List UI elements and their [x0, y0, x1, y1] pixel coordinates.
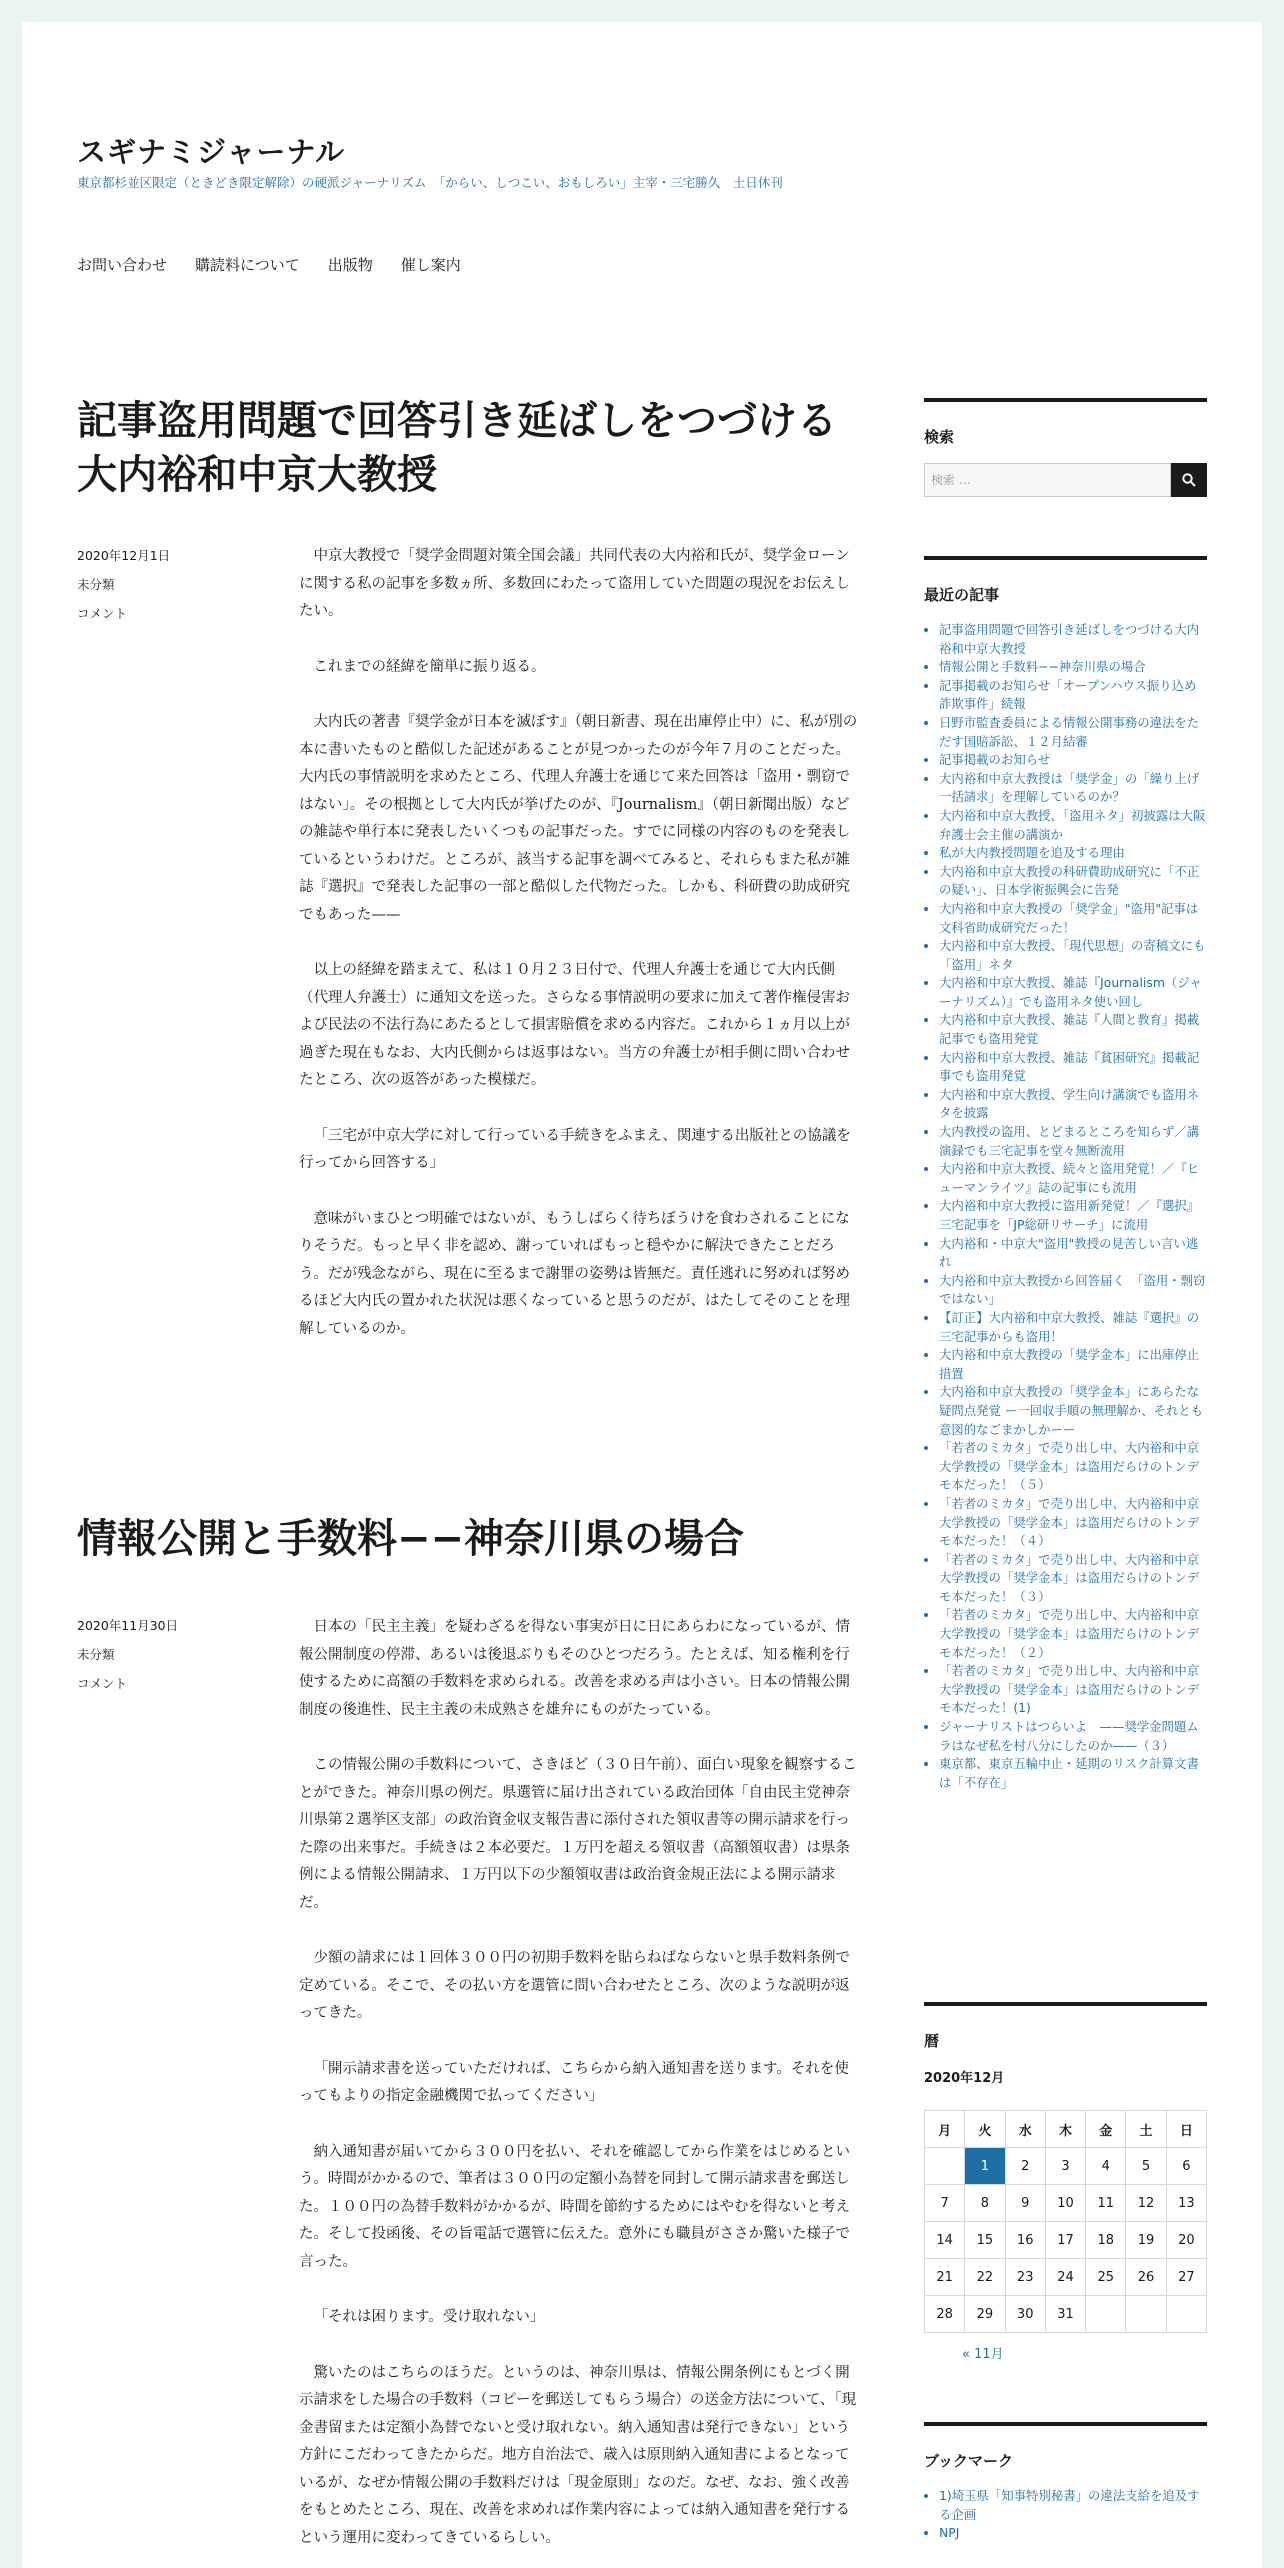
search-widget — [924, 398, 1207, 497]
post-paragraph: 大内氏の著書『奨学金が日本を滅ぼす』（朝日新書、現在出庫停止中）に、私が別の本に書いたものと酷似した記述があることが見つかったのが今年７月のことだった。大内氏の事情説明を求めたところ、代理人弁護士を通じて来た回答は「盗用・剽窃ではない」。その根拠として大内氏が挙げたのが、『Journalism』（朝日新聞出版）などの雑誌や単行本に発表したいくつもの記事だった。すでに同様の内容のものを発表しているというわけだ。ところが、該当する記事を調べてみると、それらもまた私が雑誌『選択』で発表した記事の一部と酷似した代物だった。しかも、科研費の助成研究でもあった—— — [299, 714, 858, 923]
recent-post-link[interactable]: • 大内裕和中京大教授の「奨学金本」に出庫停止措置 — [939, 1346, 1207, 1383]
calendar-empty-cell — [925, 2148, 965, 2185]
recent-post-link[interactable]: • 大内裕和中京大教授、「現代思想」の寄稿文にも「盗用」ネタ — [939, 937, 1207, 974]
widget-title: ブックマーク — [924, 2452, 1013, 2470]
post-paragraph: 「それは困ります。受け取れない」 — [313, 2309, 545, 2325]
post-paragraph: 納入通知書が届いてから３００円を払い、それを確認してから作業をはじめるという。時間がかかるので、筆者は３００円の定額小為替を同封して開示請求書を郵送した。１００円の為替手数料がかかるが、時間を節約するためにはやむを得ないと考えた。そして投函後、その旨電話で選管に伝えた。意外にも職員がささか驚いた様子で言った。 — [299, 2143, 850, 2270]
recent-post-link[interactable]: • 大内裕和・中京大"盗用"教授の見苦しい言い逃れ — [939, 1235, 1207, 1272]
post-paragraph: 日本の「民主主義」を疑わざるを得ない事実が日に日にあらわになっているが、情報公開制度の停滞、あるいは後退ぶりもそのひとつだろう。たとえば、知る権利を行使するために高額の手数料を求められる。改善を求める声は小さい。日本の情報公開制度の後進性、民主主義の未成熟さを雄弁にものがたっている。 — [299, 1619, 850, 1718]
nav-contact[interactable]: お問い合わせ — [77, 256, 168, 274]
post-meta — [77, 542, 170, 628]
calendar-day[interactable]: 1 — [965, 2148, 1005, 2185]
calendar-day: 6 — [1166, 2148, 1206, 2185]
post-paragraph: これまでの経緯を簡単に振り返る。 — [313, 658, 546, 675]
site-title[interactable]: スギナミジャーナル — [77, 135, 345, 169]
calendar-day: 26 — [1126, 2259, 1166, 2296]
calendar-day: 4 — [1086, 2148, 1126, 2185]
calendar-day: 8 — [965, 2185, 1005, 2222]
calendar-day: 29 — [965, 2296, 1005, 2333]
post-paragraph: 「開示請求書を送っていただければ、こちらから納入通知書を送ります。それを使ってもよりの指定金融機関で払ってください」 — [299, 2060, 849, 2104]
post-date[interactable]: 2020年11月30日 — [77, 1618, 179, 1633]
recent-post-link[interactable]: • 大内裕和中京大教授、雑誌『貧困研究』掲載記事でも盗用発覚 — [939, 1049, 1207, 1086]
recent-post-link[interactable]: • 大内裕和中京大教授の科研費助成研究に「不正の疑い」、日本学術振興会に告発 — [939, 863, 1207, 900]
calendar-weekday: 日 — [1166, 2111, 1206, 2148]
calendar-widget — [924, 2002, 1207, 2362]
calendar-table — [924, 2110, 1207, 2333]
calendar-empty-cell — [1126, 2296, 1166, 2333]
nav-events[interactable]: 催し案内 — [400, 256, 461, 274]
recent-post-link[interactable]: • 大内裕和中京大教授、学生向け講演でも盗用ネタを披露 — [939, 1086, 1207, 1123]
post-category[interactable]: 未分類 — [77, 1646, 115, 1662]
recent-posts-widget — [924, 556, 1207, 1792]
post-title[interactable] — [77, 394, 867, 502]
calendar-day: 28 — [925, 2296, 965, 2333]
calendar-week — [925, 2222, 1207, 2259]
recent-post-link[interactable]: • 「若者のミカタ」で売り出し中、大内裕和中京大学教授の「奨学金本」は盗用だらけのトンデモ本だった！(1) — [939, 1662, 1207, 1718]
calendar-week — [925, 2148, 1207, 2185]
calendar-weekday: 月 — [925, 2111, 965, 2148]
recent-post-link[interactable]: • 大内裕和中京大教授、「盗用ネタ」初披露は大阪弁護士会主催の講演か — [939, 807, 1207, 844]
calendar-day: 10 — [1045, 2185, 1085, 2222]
calendar-day: 16 — [1005, 2222, 1045, 2259]
calendar-day: 21 — [925, 2259, 965, 2296]
search-button[interactable] — [1171, 463, 1207, 497]
post-title-line[interactable]: 情報公開と手数料−−神奈川県の場合 — [77, 1516, 745, 1562]
post-meta — [77, 1612, 178, 1698]
calendar-day: 31 — [1045, 2296, 1085, 2333]
post-comment-link[interactable]: コメント — [77, 605, 128, 621]
recent-post-link[interactable]: • 記事掲載のお知らせ — [939, 751, 1207, 770]
recent-post-link[interactable]: • 日野市監査委員による情報公開事務の違法をただす国賠訴訟、１２月結審 — [939, 714, 1207, 751]
calendar-day: 23 — [1005, 2259, 1045, 2296]
recent-post-link[interactable]: • 東京都、東京五輪中止・延期のリスク計算文書は「不存在」 — [939, 1755, 1207, 1792]
post-paragraph: 「三宅が中京大学に対して行っている手続きをふまえ、関連する出版社との協議を行ってから回答する」 — [299, 1127, 851, 1171]
recent-post-link[interactable]: • 記事盗用問題で回答引き延ばしをつづける大内裕和中京大教授 — [939, 621, 1207, 658]
recent-post-link[interactable]: • 大内教授の盗用、とどまるところを知らず／講演録でも三宅記事を堂々無断流用 — [939, 1123, 1207, 1160]
calendar-day: 13 — [1166, 2185, 1206, 2222]
post-date[interactable]: 2020年12月1日 — [77, 548, 171, 563]
calendar-day: 20 — [1166, 2222, 1206, 2259]
recent-post-link[interactable]: • 大内裕和中京大教授から回答届く 「盗用・剽窃ではない」 — [939, 1272, 1207, 1309]
widget-title: 最近の記事 — [924, 586, 1000, 604]
widget-title: 検索 — [924, 428, 955, 446]
recent-post-link[interactable]: • 大内裕和中京大教授の「奨学金本」にあらたな疑問点発覚 ー一回収手順の無理解か、それとも意図的なごまかしかーー — [939, 1383, 1207, 1439]
search-input[interactable]: 検索 … — [924, 463, 1171, 497]
recent-post-link[interactable]: • 「若者のミカタ」で売り出し中、大内裕和中京大学教授の「奨学金本」は盗用だらけのトンデモ本だった！（４） — [939, 1495, 1207, 1551]
recent-post-link[interactable]: • 大内裕和中京大教授、雑誌『Journalism（ジャーナリズム）』でも盗用ネタ使い回し — [939, 974, 1207, 1011]
recent-post-link[interactable]: • 大内裕和中京大教授、雑誌『人間と教育』掲載記事でも盗用発覚 — [939, 1011, 1207, 1048]
post-paragraph: 以上の経緯を踏まえて、私は１０月２３日付で、代理人弁護士を通じて大内氏側（代理人弁護士）に通知文を送った。さらなる事情説明の要求に加えて著作権侵害および民法の不法行為にあたるとして損害賠償を求める内容だ。これから１ヵ月以上が過ぎた現在もなお、大内氏側からは返事はない。当方の弁護士が相手側に問い合わせたところ、次の返答があった模様だ。 — [299, 962, 850, 1088]
nav-publications[interactable]: 出版物 — [327, 256, 373, 274]
recent-post-link[interactable]: • 大内裕和中京大教授の「奨学金」"盗用"記事は文科省助成研究だった！ — [939, 900, 1207, 937]
search-icon — [1182, 473, 1196, 487]
calendar-day: 12 — [1126, 2185, 1166, 2222]
site-description: 東京都杉並区限定（ときどき限定解除）の硬派ジャーナリズム 「からい、しつこい、おもしろい」主宰・三宅勝久 土日休刊 — [77, 175, 783, 190]
bookmarks-list — [924, 2487, 1207, 2543]
main-nav — [77, 254, 461, 275]
post-paragraph: 少額の請求には１回体３００円の初期手数料を貼らねばならないと県手数料条例で定めている。そこで、その払い方を選管に問い合わせたところ、次のような説明が返ってきた。 — [299, 1950, 850, 2021]
calendar-day: 7 — [925, 2185, 965, 2222]
calendar-day: 22 — [965, 2259, 1005, 2296]
post-title[interactable] — [77, 1512, 867, 1566]
calendar-day: 25 — [1086, 2259, 1126, 2296]
calendar-day: 9 — [1005, 2185, 1045, 2222]
post-body — [299, 1614, 861, 2568]
calendar-weekday: 木 — [1045, 2111, 1085, 2148]
calendar-day: 11 — [1086, 2185, 1126, 2222]
bookmark-link[interactable]: • 1)埼玉県「知事特別秘書」の違法支給を追及する企画 — [939, 2487, 1207, 2524]
recent-post-link[interactable]: • 大内裕和中京大教授に盗用新発覚！／『選択』三宅記事を「JP総研リサーチ」に流用 — [939, 1197, 1207, 1234]
calendar-weekday: 火 — [965, 2111, 1005, 2148]
post-paragraph: 中京大教授で「奨学金問題対策全国会議」共同代表の大内裕和氏が、奨学金ローンに関する私の記事を多数ヵ所、多数回にわたって盗用していた問題の現況をお伝えしたい。 — [299, 548, 850, 619]
calendar-empty-cell — [1166, 2296, 1206, 2333]
calendar-day: 17 — [1045, 2222, 1085, 2259]
calendar-day: 27 — [1166, 2259, 1206, 2296]
recent-post-link[interactable]: • 大内裕和中京大教授、続々と盗用発覚！／『ヒューマンライツ』誌の記事にも流用 — [939, 1160, 1207, 1197]
post-paragraph: 意味がいまひとつ明確ではないが、もうしばらく待ちぼうけを食わされることになりそうだ。もっと早く非を認め、謝っていればもっと穏やかに解決できたことだろう。だが残念ながら、現在に至るまで謝罪の姿勢は皆無だ。責任逃れに努めれば努めるほど大内氏の置かれた状況は悪くなっていると思うのだが、はたしてそのことを理解しているのか。 — [299, 1210, 850, 1337]
recent-post-link[interactable]: • 【訂正】大内裕和中京大教授、雑誌『選択』の三宅記事からも盗用！ — [939, 1309, 1207, 1346]
post-category[interactable]: 未分類 — [77, 576, 115, 592]
calendar-day: 3 — [1045, 2148, 1085, 2185]
recent-posts-list — [924, 621, 1207, 1792]
recent-post-link[interactable]: • 大内裕和中京大教授は「奨学金」の「繰り上げ一括請求」を理解しているのか？ — [939, 770, 1207, 807]
calendar-prev-month-link[interactable]: « 11月 — [962, 2347, 1004, 2362]
calendar-week — [925, 2259, 1207, 2296]
recent-post-link[interactable]: • 「若者のミカタ」で売り出し中、大内裕和中京大学教授の「奨学金本」は盗用だらけのトンデモ本だった！（２） — [939, 1606, 1207, 1662]
recent-post-link[interactable]: • 記事掲載のお知らせ「オープンハウス振り込め詐欺事件」続報 — [939, 677, 1207, 714]
post-paragraph: この情報公開の手数料について、さきほど（３０日午前）、面白い現象を観察することができた。神奈川県の例だ。県選管に届け出されている政治団体「自由民主党神奈川県第２選挙区支部」の政治資金収支報告書に添付された領収書等の開示請求を行った際の出来事だ。手続きは２本必要だ。１万円を超える領収書（高額領収書）は県条例による情報公開請求、１万円以下の少額領収書は政治資金規正法による開示請求だ。 — [299, 1757, 857, 1911]
calendar-week — [925, 2296, 1207, 2333]
calendar-weekday: 土 — [1126, 2111, 1166, 2148]
calendar-weekday: 水 — [1005, 2111, 1045, 2148]
post-comment-link[interactable]: コメント — [77, 1675, 128, 1691]
nav-subscription[interactable]: 購読料について — [195, 256, 300, 274]
recent-post-link[interactable]: • 「若者のミカタ」で売り出し中、大内裕和中京大学教授の「奨学金本」は盗用だらけのトンデモ本だった！（３） — [939, 1551, 1207, 1607]
calendar-empty-cell — [1086, 2296, 1126, 2333]
recent-post-link[interactable]: • ジャーナリストはつらいよ ——奨学金問題ムラはなぜ私を村八分にしたのか——（３） — [939, 1718, 1207, 1755]
calendar-day: 14 — [925, 2222, 965, 2259]
calendar-day: 15 — [965, 2222, 1005, 2259]
calendar-week — [925, 2185, 1207, 2222]
calendar-day: 19 — [1126, 2222, 1166, 2259]
search-form — [924, 463, 1207, 497]
calendar-day: 24 — [1045, 2259, 1085, 2296]
bookmark-link[interactable]: • NPJ — [939, 2524, 1207, 2543]
calendar-day: 5 — [1126, 2148, 1166, 2185]
post-title-line[interactable]: 大内裕和中京大教授 — [77, 452, 437, 498]
post-title-line[interactable]: 記事盗用問題で回答引き延ばしをつづける — [77, 398, 837, 444]
calendar-day: 18 — [1086, 2222, 1126, 2259]
calendar-weekday: 金 — [1086, 2111, 1126, 2148]
calendar-caption: 2020年12月 — [924, 2071, 1005, 2086]
recent-post-link[interactable]: • 私が大内教授問題を追及する理由 — [939, 844, 1207, 863]
recent-post-link[interactable]: • 情報公開と手数料−−神奈川県の場合 — [939, 658, 1207, 677]
bookmarks-widget — [924, 2422, 1207, 2543]
calendar-day: 30 — [1005, 2296, 1045, 2333]
recent-post-link[interactable]: • 「若者のミカタ」で売り出し中、大内裕和中京大学教授の「奨学金本」は盗用だらけのトンデモ本だった！（５） — [939, 1439, 1207, 1495]
post-paragraph: 驚いたのはこちらのほうだ。というのは、神奈川県は、情報公開条例にもとづく開示請求をした場合の手数料（コピーを郵送してもらう場合）の送金方法について、「現金書留または定額小為替でないと受け取れない。納入通知書は発行できない」という方針にこだわってきたからだ。地方自治法で、歳入は原則納入通知書によるとなっているが、なぜか情報公開の手数料だけは「現金原則」なのだ。なぜ、なお、強く改善をもとめたところ、現在、改善を求めれば作業内容によっては納入通知書を発行するという運用に変わってきているらしい。 — [299, 2364, 857, 2546]
post-body — [299, 543, 861, 1371]
calendar-day: 2 — [1005, 2148, 1045, 2185]
widget-title: 暦 — [924, 2032, 940, 2050]
page — [22, 22, 1262, 2568]
